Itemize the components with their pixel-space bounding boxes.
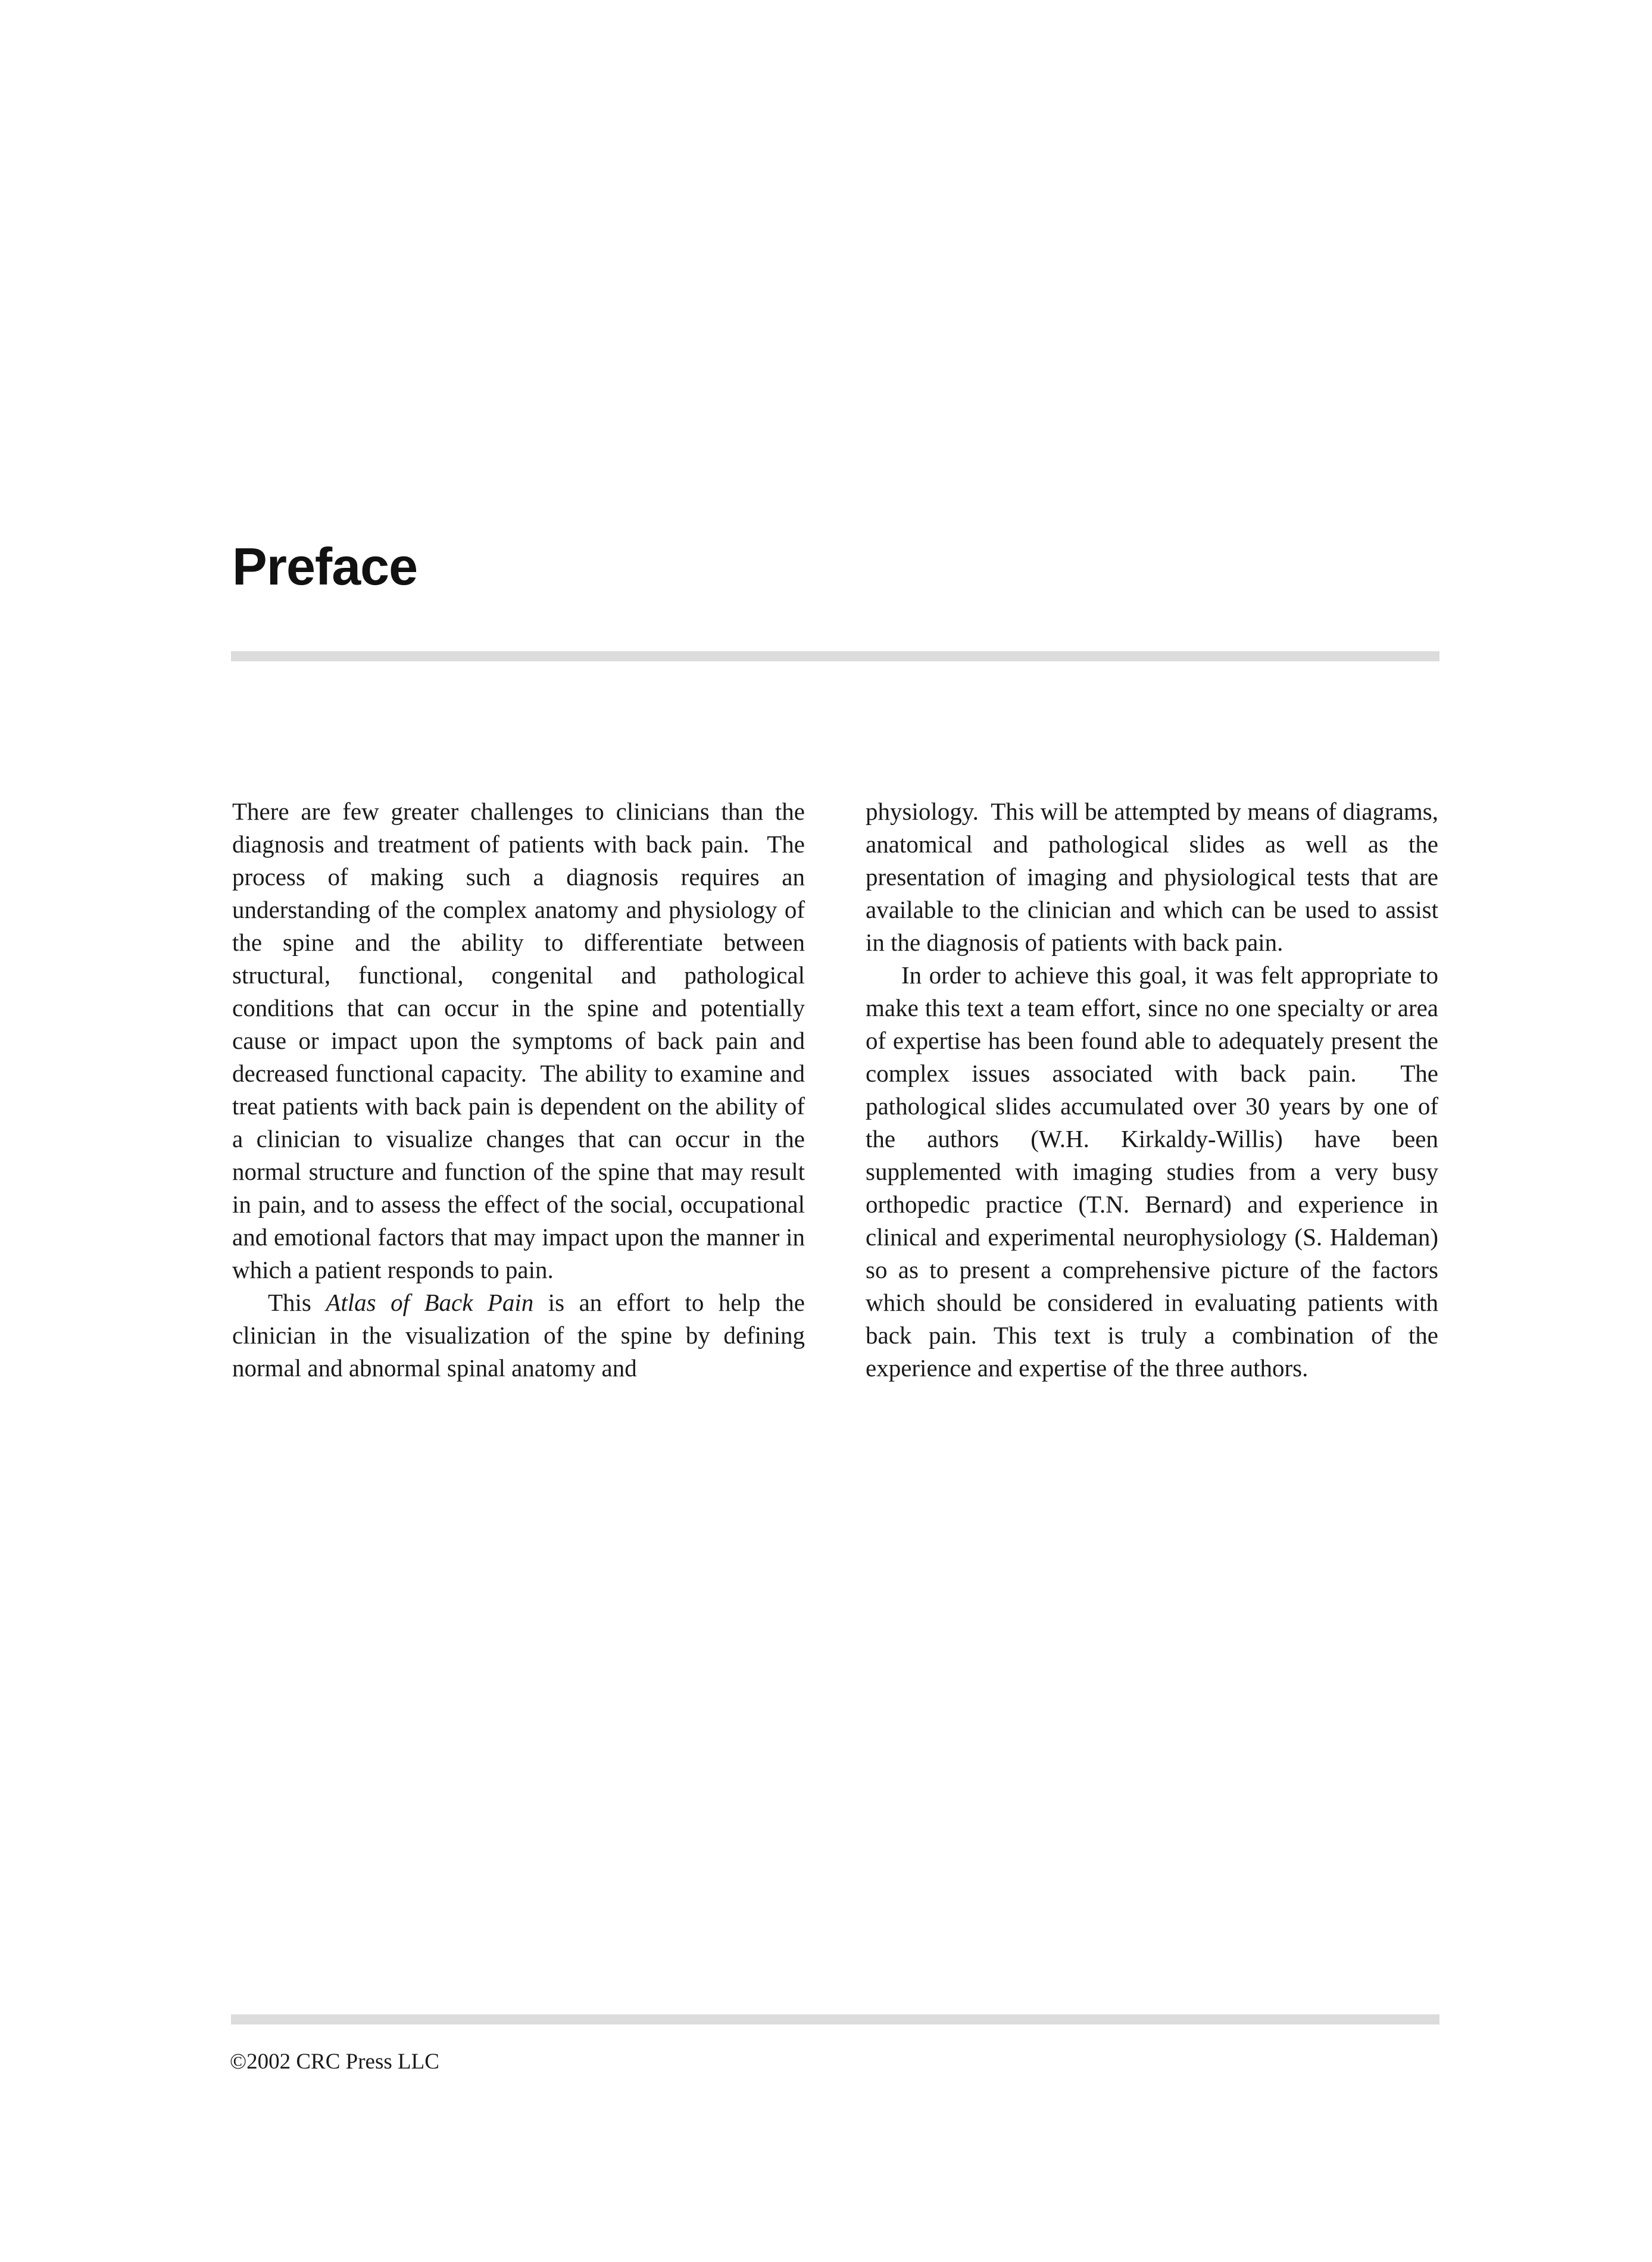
footer-copyright: ©2002 CRC Press LLC xyxy=(230,2049,439,2074)
left-paragraph-1: There are few greater challenges to clinicians than the diagnosis and treatment of patients with back pain. The process of making such a diagnosis requires an understanding of the complex anatomy and physiology of the spine and the ability to differentiate between structural, functional, congenital and pathological conditions that can occur in the spine and potentially cause or impact upon the symptoms of back pain and decreased functional capacity. The ability to examine and treat patients with back pain is dependent on the ability of a clinician to visualize changes that can occur in the normal structure and function of the spine that may result in pain, and to assess the effect of the social, occupational and emotional factors that may impact upon the manner in which a patient responds to pain. xyxy=(232,798,805,1283)
right-column xyxy=(866,795,1438,1385)
body-columns xyxy=(232,795,1438,1385)
left-column xyxy=(232,795,805,1385)
left-paragraph-2-prefix: This xyxy=(268,1289,326,1316)
book-title-italic: Atlas of Back Pain xyxy=(326,1289,534,1316)
header-divider xyxy=(231,651,1439,661)
footer-divider xyxy=(231,2014,1439,2024)
right-paragraph-2: In order to achieve this goal, it was felt appropriate to make this text a team effort, since no one specialty or area of expertise has been found able to adequately present the complex issues associated with back pain. The pathological slides accumulated over 30 years by one of the authors (W.H. Kirkaldy-Willis) have been supplemented with imaging studies from a very busy orthopedic practice (T.N. Bernard) and experience in clinical and experimental neurophysiology (S. Haldeman) so as to present a comprehensive picture of the factors which should be considered in evaluating patients with back pain. This text is truly a combination of the experience and expertise of the three authors. xyxy=(866,961,1438,1382)
left-paragraph-2-suffix: is an effort to help the clinician in the visualization of the spine by defining normal and abnormal spinal anatomy and xyxy=(232,1289,805,1382)
left-paragraph-2 xyxy=(232,1286,805,1385)
page-title: Preface xyxy=(232,537,418,596)
right-paragraph-1: physiology. This will be attempted by means of diagrams, anatomical and pathological slides as well as the presentation of imaging and physiological tests that are available to the clinician and which can be used to assist in the diagnosis of patients with back pain. xyxy=(866,798,1438,956)
